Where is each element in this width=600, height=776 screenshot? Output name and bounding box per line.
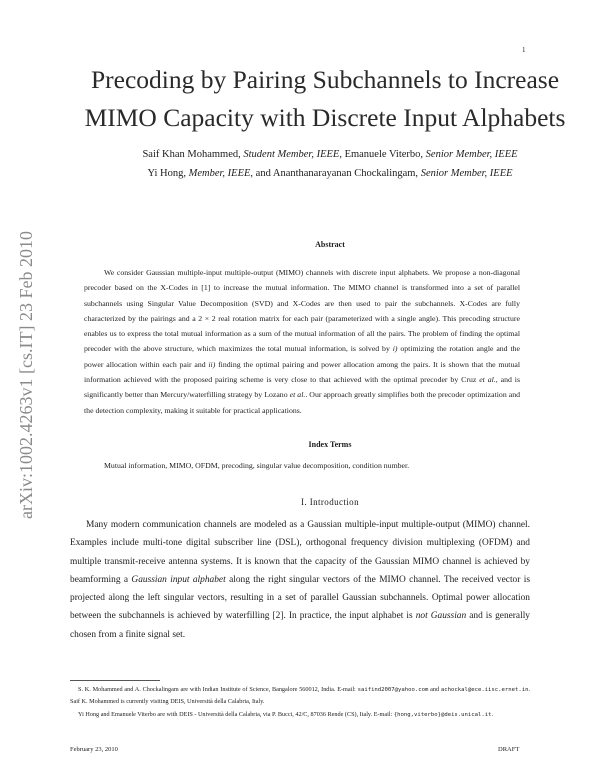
footnote-1-email-2[interactable]: achockal@ece.iisc.ernet.in bbox=[440, 687, 529, 693]
intro-text-3: and is generally chosen from a finite signal set. bbox=[70, 611, 530, 640]
abstract-text-1: We consider Gaussian multiple-input multiple-output (MIMO) channels with discrete input alphabets. We propose a non-diagonal precoder based on the X-Codes in [1] to increase the mutual information. The MIMO channel is transformed into a set of parallel subchannels using Singular Value Decomposition (SVD) and X-Codes are then used to pair the subchannels. X-Codes are fully characterized by the pairings and a 2 × 2 real rotation matrix for each pair (parameterized with a single angle). This precoding structure enables us to express the total mutual information as a sum of the mutual information of all the pairs. The problem of finding the optimal precoder with the above structure, which maximizes the total mutual information, is solved by bbox=[84, 268, 520, 354]
author-line-1 bbox=[70, 145, 590, 164]
introduction-body bbox=[70, 516, 530, 644]
footer-date: February 23, 2010 bbox=[70, 746, 118, 753]
title-line-1: Precoding by Pairing Subchannels to Increase bbox=[90, 65, 560, 94]
footnote-divider bbox=[70, 680, 160, 681]
author-3: Yi Hong, bbox=[147, 168, 189, 179]
intro-gaussian-input-alphabet: Gaussian input alphabet bbox=[131, 574, 226, 585]
author-2-role: Senior Member, IEEE bbox=[425, 149, 518, 160]
footnote-2-email[interactable]: {hong,viterbo}@deis.unical.it bbox=[393, 711, 492, 718]
author-4: , and Ananthanarayanan Chockalingam, bbox=[250, 168, 421, 179]
author-list bbox=[70, 145, 590, 183]
intro-not-gaussian: not Gaussian bbox=[415, 611, 467, 622]
footnote-1-and: and bbox=[428, 686, 441, 693]
intro-text-2: along the right singular vectors of the MIMO channel. The received vector is projected along the left singular vectors, resulting in a set of parallel Gaussian subchannels. Optimal power allocation between the subchannels is achieved by waterfilling [2]. In practice, the input alphabet is bbox=[70, 574, 530, 622]
abstract-etal-1: et al. bbox=[479, 375, 496, 385]
abstract-body bbox=[84, 265, 520, 418]
arxiv-identifier: arXiv:1002.4263v1 [cs.IT] 23 Feb 2010 bbox=[16, 231, 36, 519]
index-terms-body: Mutual information, MIMO, OFDM, precoding, singular value decomposition, condition number. bbox=[104, 461, 410, 470]
abstract-text-4: , and is significantly better than Mercury/waterfilling strategy by Lozano bbox=[84, 375, 521, 400]
author-line-2 bbox=[70, 164, 590, 183]
page-number: 1 bbox=[522, 46, 526, 54]
paper-title bbox=[50, 61, 600, 137]
footnote-1-email-1[interactable]: saifind2007@yahoo.com bbox=[357, 687, 429, 693]
author-3-role: Member, IEEE bbox=[188, 168, 251, 179]
intro-text-1: Many modern communication channels are modeled as a Gaussian multiple-input multiple-output (MIMO) channel. Examples include multi-tone digital subscriber line (DSL), orthogonal frequency division multiplexing (OFDM) and multiple transmit-receive antenna systems. It is known that the capacity of the Gaussian MIMO channel is achieved by beamforming a bbox=[70, 520, 530, 585]
footnote-1-text: S. K. Mohammed and A. Chockalingam are with Indian Institute of Science, Bangalore 560012, India. E-mail: bbox=[78, 686, 358, 693]
author-1: Saif Khan Mohammed, bbox=[142, 149, 244, 160]
footnote-2 bbox=[70, 709, 530, 721]
author-4-role: Senior Member, IEEE bbox=[420, 168, 513, 179]
footnote-1 bbox=[70, 684, 530, 709]
abstract-marker-i: i) bbox=[392, 344, 398, 354]
footnote-2-text: Yi Hong and Emanuele Viterbo are with DEIS - Università della Calabria, via P. Bucci, 42/C, 87036 Rende (CS), Italy. E-mail: bbox=[78, 710, 394, 718]
title-line-2: MIMO Capacity with Discrete Input Alphabets bbox=[84, 103, 566, 132]
abstract-paragraph bbox=[84, 265, 520, 418]
abstract-marker-ii: ii) bbox=[208, 359, 216, 369]
abstract-text-3: finding the optimal pairing and power allocation among the pairs. It is shown that the mutual information achieved with the proposed pairing scheme is very close to that achieved with the optimal precoder by Cruz bbox=[84, 359, 520, 385]
footer-draft-label: DRAFT bbox=[498, 746, 520, 753]
footnote-1-rest: . Saif K. Mohammed is currently visiting DEIS, Università della Calabria, Italy. bbox=[70, 686, 531, 706]
abstract-heading: Abstract bbox=[315, 240, 345, 249]
index-terms-heading: Index Terms bbox=[308, 440, 352, 449]
intro-paragraph bbox=[70, 516, 530, 644]
author-1-role: Student Member, IEEE bbox=[243, 149, 340, 160]
footnote-2-rest: . bbox=[491, 710, 494, 718]
abstract-text-5: . Our approach greatly simplifies both the precoder optimization and the detection complexity, making it suitable for practical applications. bbox=[84, 390, 521, 415]
abstract-etal-2: et al. bbox=[289, 390, 306, 400]
author-2: , Emanuele Viterbo, bbox=[339, 149, 426, 160]
abstract-text-2: optimizing the rotation angle and the power allocation within each pair and bbox=[84, 344, 520, 369]
footnotes bbox=[70, 684, 530, 721]
introduction-heading: I. Introduction bbox=[301, 497, 359, 507]
